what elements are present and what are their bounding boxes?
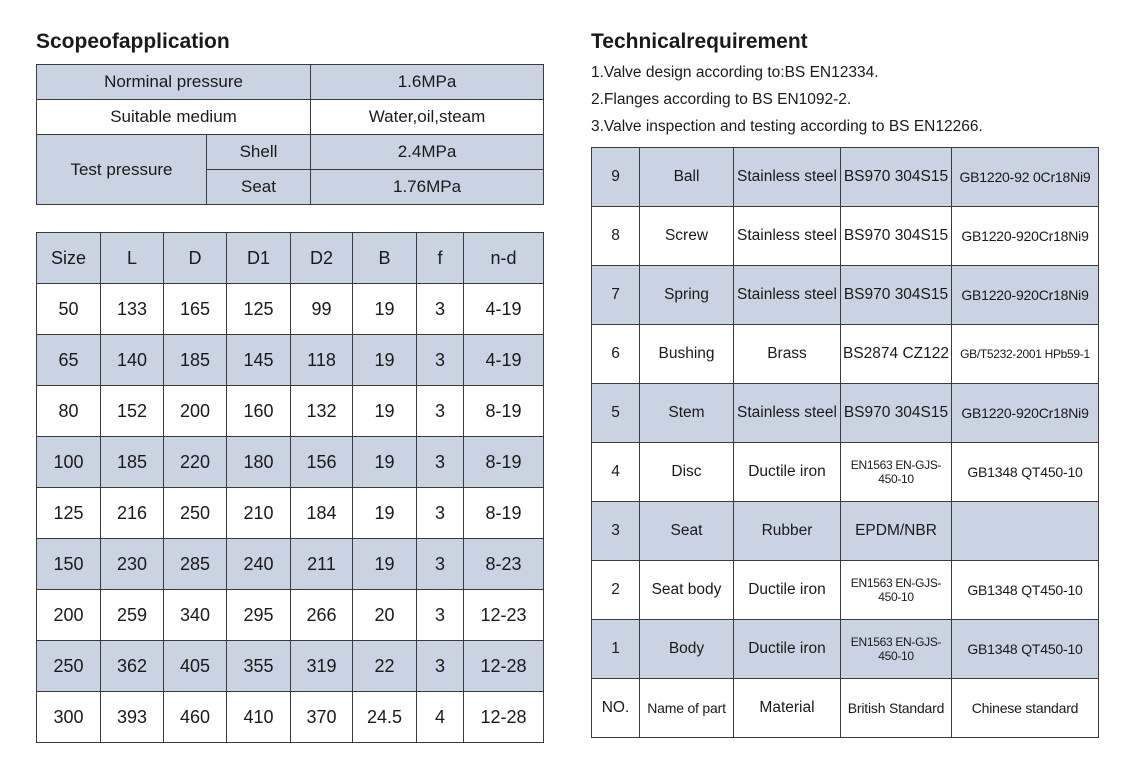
part-chinese-standard: GB1348 QT450-10 bbox=[952, 443, 1099, 502]
table-header-row bbox=[592, 679, 1099, 738]
technical-title: Technicalrequirement bbox=[591, 30, 808, 53]
part-material: Brass bbox=[734, 325, 841, 384]
part-name: Body bbox=[640, 620, 734, 679]
part-no: 1 bbox=[592, 620, 640, 679]
table-cell: 12-23 bbox=[464, 590, 544, 641]
table-row bbox=[37, 641, 544, 692]
table-row bbox=[37, 284, 544, 335]
pressure-value: 1.6MPa bbox=[311, 65, 544, 100]
part-chinese-standard: GB1220-920Cr18Ni9 bbox=[952, 384, 1099, 443]
header-cell: Chinese standard bbox=[952, 679, 1099, 738]
part-chinese-standard bbox=[952, 502, 1099, 561]
table-cell: 20 bbox=[353, 590, 417, 641]
table-row bbox=[37, 135, 544, 170]
part-no: 2 bbox=[592, 561, 640, 620]
table-row bbox=[37, 335, 544, 386]
table-cell: 230 bbox=[101, 539, 164, 590]
part-no: 7 bbox=[592, 266, 640, 325]
part-name: Seat bbox=[640, 502, 734, 561]
table-row bbox=[37, 488, 544, 539]
table-cell: 370 bbox=[291, 692, 353, 743]
part-chinese-standard: GB1220-920Cr18Ni9 bbox=[952, 266, 1099, 325]
table-row bbox=[592, 502, 1099, 561]
part-chinese-standard: GB1220-920Cr18Ni9 bbox=[952, 207, 1099, 266]
table-cell: 200 bbox=[37, 590, 101, 641]
table-cell: 165 bbox=[164, 284, 227, 335]
table-cell: 3 bbox=[417, 488, 464, 539]
part-name: Ball bbox=[640, 148, 734, 207]
table-cell: 210 bbox=[227, 488, 291, 539]
table-cell: 185 bbox=[164, 335, 227, 386]
requirements-list bbox=[591, 61, 983, 142]
table-cell: 8-19 bbox=[464, 437, 544, 488]
list-item: 2.Flanges according to BS EN1092-2. bbox=[591, 91, 852, 108]
dimensions-table bbox=[36, 232, 544, 743]
part-no: 3 bbox=[592, 502, 640, 561]
table-cell: 22 bbox=[353, 641, 417, 692]
part-material: Ductile iron bbox=[734, 561, 841, 620]
part-material: Stainless steel bbox=[734, 207, 841, 266]
table-row bbox=[37, 692, 544, 743]
part-chinese-standard: GB1220-92 0Cr18Ni9 bbox=[952, 148, 1099, 207]
table-cell: 4-19 bbox=[464, 284, 544, 335]
table-row bbox=[37, 539, 544, 590]
table-cell: 19 bbox=[353, 488, 417, 539]
table-cell: 125 bbox=[37, 488, 101, 539]
table-cell: 180 bbox=[227, 437, 291, 488]
table-cell: 3 bbox=[417, 641, 464, 692]
part-chinese-standard: GB1348 QT450-10 bbox=[952, 620, 1099, 679]
table-cell: 132 bbox=[291, 386, 353, 437]
table-cell: 3 bbox=[417, 590, 464, 641]
header-cell: Name of part bbox=[640, 679, 734, 738]
table-cell: 8-19 bbox=[464, 386, 544, 437]
table-row bbox=[37, 100, 544, 135]
table-row bbox=[592, 561, 1099, 620]
table-row bbox=[592, 148, 1099, 207]
table-row bbox=[37, 386, 544, 437]
header-cell: B bbox=[353, 233, 417, 284]
shell-value: 2.4MPa bbox=[311, 135, 544, 170]
part-material: Stainless steel bbox=[734, 148, 841, 207]
table-cell: 19 bbox=[353, 335, 417, 386]
table-cell: 220 bbox=[164, 437, 227, 488]
table-cell: 319 bbox=[291, 641, 353, 692]
table-cell: 240 bbox=[227, 539, 291, 590]
part-chinese-standard: GB1348 QT450-10 bbox=[952, 561, 1099, 620]
part-british-standard: BS970 304S15 bbox=[841, 207, 952, 266]
table-cell: 285 bbox=[164, 539, 227, 590]
table-cell: 295 bbox=[227, 590, 291, 641]
table-cell: 12-28 bbox=[464, 692, 544, 743]
table-cell: 100 bbox=[37, 437, 101, 488]
table-cell: 216 bbox=[101, 488, 164, 539]
table-row bbox=[592, 443, 1099, 502]
table-cell: 8-23 bbox=[464, 539, 544, 590]
table-cell: 65 bbox=[37, 335, 101, 386]
pressure-label: Norminal pressure bbox=[37, 65, 311, 100]
table-cell: 150 bbox=[37, 539, 101, 590]
part-no: 9 bbox=[592, 148, 640, 207]
part-no: 4 bbox=[592, 443, 640, 502]
part-no: 6 bbox=[592, 325, 640, 384]
table-cell: 133 bbox=[101, 284, 164, 335]
header-cell: L bbox=[101, 233, 164, 284]
table-cell: 355 bbox=[227, 641, 291, 692]
table-cell: 156 bbox=[291, 437, 353, 488]
table-cell: 266 bbox=[291, 590, 353, 641]
test-pressure-label: Test pressure bbox=[37, 135, 207, 205]
header-cell: NO. bbox=[592, 679, 640, 738]
medium-label: Suitable medium bbox=[37, 100, 311, 135]
table-row bbox=[592, 620, 1099, 679]
table-cell: 3 bbox=[417, 539, 464, 590]
table-header-row bbox=[37, 233, 544, 284]
part-name: Screw bbox=[640, 207, 734, 266]
part-material: Stainless steel bbox=[734, 384, 841, 443]
table-cell: 362 bbox=[101, 641, 164, 692]
header-cell: D bbox=[164, 233, 227, 284]
table-row bbox=[592, 207, 1099, 266]
part-british-standard: BS2874 CZ122 bbox=[841, 325, 952, 384]
part-name: Stem bbox=[640, 384, 734, 443]
part-no: 5 bbox=[592, 384, 640, 443]
table-cell: 19 bbox=[353, 437, 417, 488]
table-cell: 3 bbox=[417, 386, 464, 437]
header-cell: D1 bbox=[227, 233, 291, 284]
scope-table bbox=[36, 64, 544, 205]
part-british-standard: EN1563 EN-GJS-450-10 bbox=[841, 561, 952, 620]
table-cell: 184 bbox=[291, 488, 353, 539]
table-row bbox=[37, 590, 544, 641]
table-cell: 12-28 bbox=[464, 641, 544, 692]
table-row bbox=[592, 384, 1099, 443]
part-name: Seat body bbox=[640, 561, 734, 620]
table-cell: 460 bbox=[164, 692, 227, 743]
part-british-standard: BS970 304S15 bbox=[841, 148, 952, 207]
header-cell: Material bbox=[734, 679, 841, 738]
part-material: Ductile iron bbox=[734, 620, 841, 679]
table-cell: 211 bbox=[291, 539, 353, 590]
part-chinese-standard: GB/T5232-2001 HPb59-1 bbox=[952, 325, 1099, 384]
table-cell: 393 bbox=[101, 692, 164, 743]
table-cell: 19 bbox=[353, 284, 417, 335]
table-cell: 152 bbox=[101, 386, 164, 437]
part-british-standard: BS970 304S15 bbox=[841, 384, 952, 443]
part-name: Bushing bbox=[640, 325, 734, 384]
table-cell: 19 bbox=[353, 539, 417, 590]
header-cell: n-d bbox=[464, 233, 544, 284]
table-cell: 8-19 bbox=[464, 488, 544, 539]
table-cell: 259 bbox=[101, 590, 164, 641]
table-cell: 80 bbox=[37, 386, 101, 437]
table-cell: 3 bbox=[417, 284, 464, 335]
table-cell: 125 bbox=[227, 284, 291, 335]
table-row bbox=[592, 325, 1099, 384]
medium-value: Water,oil,steam bbox=[311, 100, 544, 135]
part-british-standard: EN1563 EN-GJS-450-10 bbox=[841, 620, 952, 679]
header-cell: British Standard bbox=[841, 679, 952, 738]
table-cell: 99 bbox=[291, 284, 353, 335]
table-cell: 24.5 bbox=[353, 692, 417, 743]
seat-value: 1.76MPa bbox=[311, 170, 544, 205]
header-cell: Size bbox=[37, 233, 101, 284]
header-cell: f bbox=[417, 233, 464, 284]
table-cell: 4-19 bbox=[464, 335, 544, 386]
table-cell: 405 bbox=[164, 641, 227, 692]
table-cell: 50 bbox=[37, 284, 101, 335]
table-row bbox=[37, 65, 544, 100]
list-item: 1.Valve design according to:BS EN12334. bbox=[591, 64, 879, 81]
seat-label: Seat bbox=[207, 170, 311, 205]
part-british-standard: BS970 304S15 bbox=[841, 266, 952, 325]
part-no: 8 bbox=[592, 207, 640, 266]
table-cell: 3 bbox=[417, 335, 464, 386]
table-cell: 19 bbox=[353, 386, 417, 437]
list-item: 3.Valve inspection and testing according to BS EN12266. bbox=[591, 118, 983, 135]
table-cell: 250 bbox=[164, 488, 227, 539]
table-cell: 4 bbox=[417, 692, 464, 743]
table-cell: 160 bbox=[227, 386, 291, 437]
part-material: Stainless steel bbox=[734, 266, 841, 325]
table-cell: 250 bbox=[37, 641, 101, 692]
table-cell: 118 bbox=[291, 335, 353, 386]
scope-title: Scopeofapplication bbox=[36, 30, 230, 53]
table-cell: 140 bbox=[101, 335, 164, 386]
table-row bbox=[592, 266, 1099, 325]
shell-label: Shell bbox=[207, 135, 311, 170]
parts-table bbox=[591, 147, 1099, 738]
part-british-standard: EN1563 EN-GJS-450-10 bbox=[841, 443, 952, 502]
table-cell: 340 bbox=[164, 590, 227, 641]
header-cell: D2 bbox=[291, 233, 353, 284]
table-cell: 3 bbox=[417, 437, 464, 488]
part-name: Spring bbox=[640, 266, 734, 325]
table-row bbox=[37, 437, 544, 488]
table-cell: 200 bbox=[164, 386, 227, 437]
table-cell: 185 bbox=[101, 437, 164, 488]
part-british-standard: EPDM/NBR bbox=[841, 502, 952, 561]
table-cell: 300 bbox=[37, 692, 101, 743]
table-cell: 145 bbox=[227, 335, 291, 386]
part-material: Ductile iron bbox=[734, 443, 841, 502]
part-name: Disc bbox=[640, 443, 734, 502]
table-cell: 410 bbox=[227, 692, 291, 743]
part-material: Rubber bbox=[734, 502, 841, 561]
